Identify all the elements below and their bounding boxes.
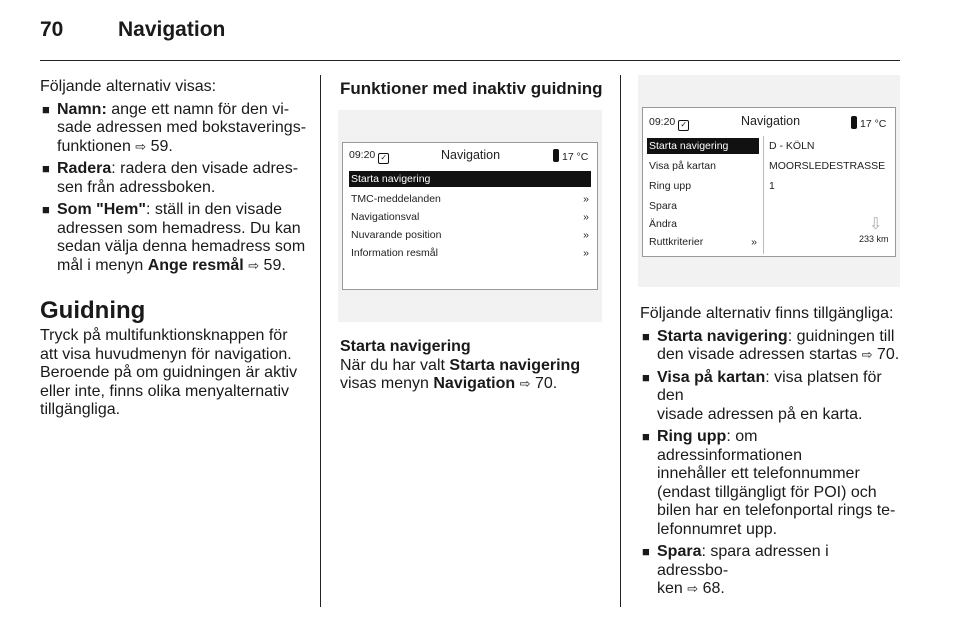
address-city: D - KÖLN — [769, 140, 815, 152]
column-divider-right — [620, 75, 621, 607]
bullet-icon: ■ — [42, 202, 50, 217]
menu-item-ruttkriterier[interactable]: Ruttkriterier » — [649, 236, 757, 248]
column-3 — [640, 305, 902, 599]
section-heading-inaktiv: Funktioner med inaktiv guidning — [340, 79, 603, 98]
ref-arrow-icon: ⇨ — [135, 138, 147, 154]
temperature-text: 17 °C — [860, 118, 887, 130]
screen-image-address — [638, 75, 900, 287]
chevron-right-icon: » — [583, 229, 589, 241]
distance-text: 233 km — [859, 234, 889, 244]
thermometer-icon — [851, 116, 857, 129]
bullet-icon: ■ — [642, 369, 650, 385]
clock-icon: ✓ — [678, 120, 689, 131]
col1-intro: Följande alternativ visas: — [40, 78, 217, 95]
list-item: ■ Som "Hem": ställ in den visade adressen som hemadress. Du kan sedan välja denna hemadress som mål i menyn Ange resmål ⇨ 59. — [42, 201, 306, 274]
col3-intro: Följande alternativ finns tillgängliga: — [640, 305, 894, 322]
bullet-icon: ■ — [642, 544, 650, 559]
column-divider-left — [320, 75, 321, 607]
ref-arrow-icon: ⇨ — [248, 257, 260, 273]
page-title: Navigation — [118, 18, 226, 41]
column-2 — [340, 78, 612, 100]
menu-item-nuvarande-position[interactable]: Nuvarande position » — [351, 229, 589, 241]
display-screen — [342, 142, 598, 290]
menu-item-starta-navigering[interactable]: Starta navigering — [349, 171, 591, 187]
chevron-right-icon: » — [583, 247, 589, 259]
screen-title: Navigation — [441, 148, 501, 162]
screen-title: Navigation — [741, 114, 801, 128]
bullet-icon: ■ — [642, 328, 650, 344]
menu-item-starta-navigering[interactable]: Starta navigering — [647, 138, 759, 154]
subheading-starta-navigering: Starta navigering — [340, 338, 471, 355]
chevron-right-icon: » — [583, 211, 589, 223]
list-item: ■ Spara: spara adressen i adressbo- ken ⇨ 68. — [642, 543, 829, 597]
chevron-right-icon: » — [583, 193, 589, 205]
screen-divider — [763, 136, 764, 254]
arrow-down-icon: ⇩ — [869, 216, 883, 233]
ref-arrow-icon: ⇨ — [519, 376, 531, 391]
thermometer-icon — [553, 149, 559, 162]
section-heading-guidning: Guidning — [40, 297, 146, 324]
menu-item-visa-pa-kartan[interactable]: Visa på kartan — [649, 160, 716, 172]
menu-item-tmc[interactable]: TMC-meddelanden » — [351, 193, 589, 205]
time-text: 09:20 — [349, 149, 376, 161]
bullet-icon: ■ — [42, 101, 50, 117]
menu-item-andra[interactable]: Ändra — [649, 218, 678, 230]
guidning-paragraph: Tryck på multifunktionsknappen för att visa huvudmenyn för navigation. Beroende på om guidningen är aktiv eller inte, finns olika menyalternativ tillgängliga. — [40, 327, 298, 418]
menu-item-ring-upp[interactable]: Ring upp — [649, 180, 692, 192]
bullet-icon: ■ — [42, 161, 50, 176]
header-rule — [40, 60, 900, 61]
page-number: 70 — [40, 18, 64, 41]
ref-arrow-icon: ⇨ — [861, 347, 873, 362]
display-screen — [642, 107, 896, 257]
bullet-icon: ■ — [642, 429, 650, 444]
clock-icon: ✓ — [378, 153, 389, 164]
address-street: MOORSLEDESTRASSE — [769, 160, 886, 172]
ref-arrow-icon: ⇨ — [687, 581, 699, 596]
screen-image-inactive — [338, 110, 602, 322]
menu-item-navigationsval[interactable]: Navigationsval » — [351, 211, 589, 223]
list-item: ■ Visa på kartan: visa platsen för den visade adressen på en karta. — [642, 368, 882, 423]
time-text: 09:20 — [649, 116, 676, 128]
list-item: ■ Starta navigering: guidningen till den visade adressen startas ⇨ 70. — [642, 327, 900, 363]
menu-item-spara[interactable]: Spara — [649, 200, 678, 212]
address-number: 1 — [769, 180, 775, 192]
list-item: ■ Ring upp: om adressinformationen innehåller ett telefonnummer (endast tillgängligt för POI) och bilen har en telefonportal rings te- lefonnumret upp. — [642, 428, 896, 538]
column-1 — [40, 78, 312, 420]
list-item: ■ Namn: ange ett namn för den vi- sade adressen med bokstaverings- funktionen ⇨ 59. — [42, 100, 307, 155]
temperature-text: 17 °C — [562, 151, 589, 163]
chevron-right-icon: » — [751, 236, 757, 248]
column-2-lower: Starta navigering När du har valt Starta navigering visas menyn Navigation ⇨ 70. — [340, 338, 612, 394]
menu-item-information-resmal[interactable]: Information resmål » — [351, 247, 589, 259]
list-item: ■ Radera: radera den visade adres- sen från adressboken. — [42, 160, 299, 196]
